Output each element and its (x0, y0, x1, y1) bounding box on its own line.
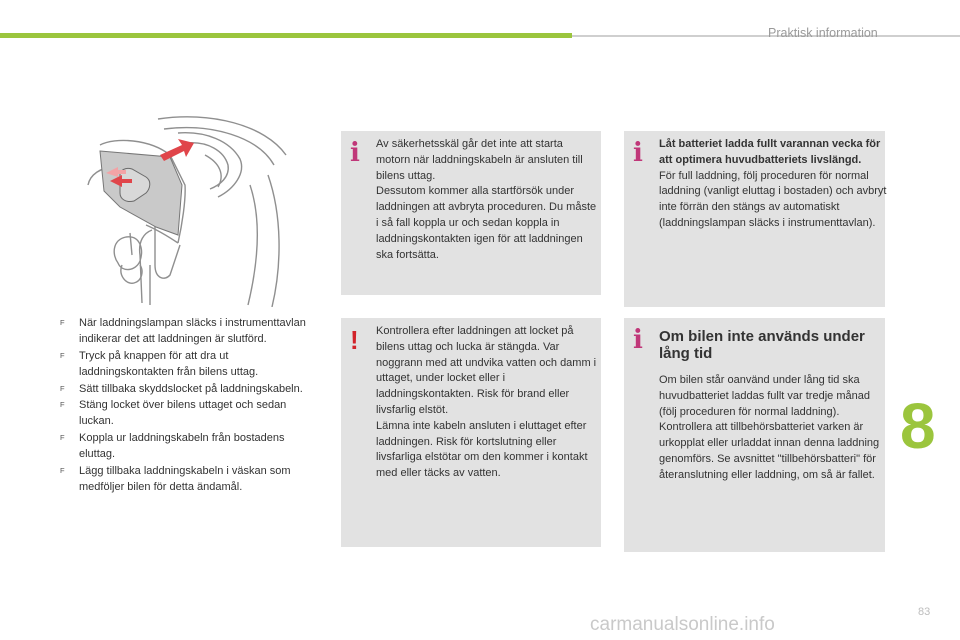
info-icon: i (350, 138, 360, 168)
watermark: carmanualsonline.info (590, 614, 775, 635)
charging-plug-illustration (60, 115, 298, 307)
info-box-battery (624, 131, 885, 307)
bullet-icon: F (60, 400, 65, 410)
list-item: F Sätt tillbaka skyddslocket på laddningskabeln. (60, 381, 322, 397)
list-item: F När laddningslampan släcks i instrumenttavlan indikerar det att laddningen är slutförd. (60, 317, 306, 346)
list-item: F Koppla ur laddningskabeln från bostadens eluttag. (60, 431, 285, 461)
bullet-icon: F (60, 383, 65, 393)
procedure-steps (60, 315, 322, 495)
warning-box (341, 318, 601, 547)
info-box-text: Låt batteriet ladda fullt varannan vecka för att optimera huvudbatteriets livslängd. För full laddning, följ proceduren för normal laddning (vanligt eluttag i bostaden) och avbryt inte förrän den stängs av automatiskt (laddningslampan släcks i instrumenttavlan). (659, 138, 887, 229)
info-box-text: Om bilen inte används under lång tid Om bilen står oanvänd under lång tid ska huvudbatteriet laddas fullt var tredje månad (följ proceduren för normal laddning). Kontrollera att tillbehörsbatteriet varken är urkopplat eller urladdat innan denna laddning genomförs. Se avsnittet "tillbehörsbatteri" för återanslutning eller laddning, om så är fallet. (659, 324, 887, 484)
info-icon: i (633, 325, 643, 355)
header-accent-bar (0, 33, 572, 38)
bullet-icon: F (60, 350, 65, 360)
list-item: F Stäng locket över bilens uttaget och sedan luckan. (60, 399, 287, 428)
warning-icon: ! (350, 325, 359, 355)
list-item: F Lägg tillbaka laddningskabeln i väskan som medföljer bilen för detta ändamål. (60, 464, 291, 494)
chapter-number: 8 (900, 390, 936, 462)
info-box-long-storage (624, 318, 885, 552)
header-divider (572, 35, 960, 37)
info-box-text: Av säkerhetsskäl går det inte att starta motorn när laddningskabeln är ansluten till bilens uttag. Dessutom kommer alla startförsök under laddningen att avbryta proceduren. Du måste i så fall koppla ur och sedan koppla in laddningskontakten igen för att laddningen ska fortsätta. (376, 138, 597, 261)
page-number: 83 (918, 606, 931, 618)
warning-box-text: Kontrollera efter laddningen att locket på bilens uttag och lucka är stängda. Var noggrann med att undvika vatten och damm i uttaget, under locket eller i laddningskontakten. Risk för brand eller livsfarlig elstöt. Lämna inte kabeln ansluten i eluttaget efter laddningen. Risk för kortslutning eller livsfarliga elstötar om den kommer i kontakt med eller täcks av vatten. (376, 325, 597, 480)
bullet-icon: F (60, 318, 65, 327)
page-section-title: Praktisk information (768, 26, 878, 40)
bullet-icon: F (60, 465, 65, 475)
info-icon: i (633, 138, 643, 168)
bullet-icon: F (60, 432, 65, 442)
info-box-safety (341, 131, 601, 295)
list-item: F Tryck på knappen för att dra ut laddningskontakten från bilens uttag. (60, 349, 259, 379)
info-box-heading: Om bilen inte används under lång tid (659, 328, 865, 362)
